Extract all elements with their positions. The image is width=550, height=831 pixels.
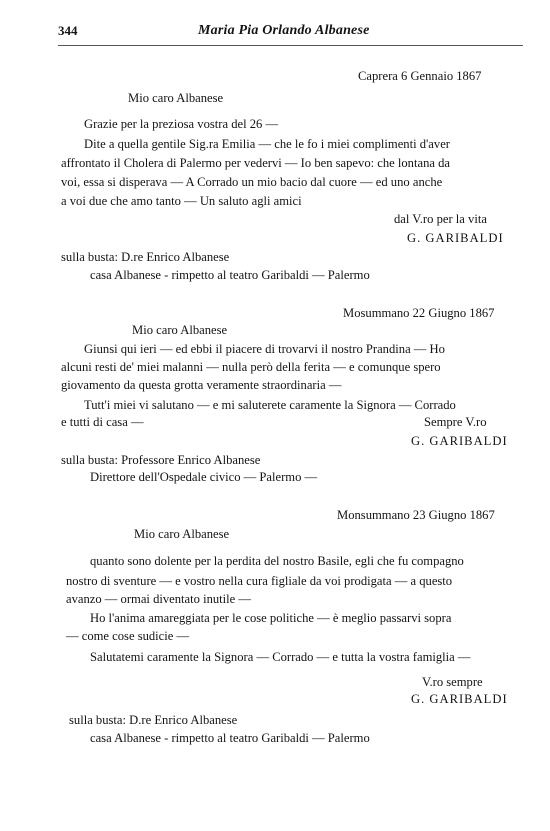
envelope-line: sulla busta: Professore Enrico Albanese [61, 453, 261, 467]
envelope-line: sulla busta: D.re Enrico Albanese [69, 713, 238, 727]
letter-body-line: nostro di sventure — e vostro nella cura figliale da voi prodigata — a questo [66, 574, 453, 588]
running-title: Maria Pia Orlando Albanese [198, 23, 370, 38]
letter-date: Monsummano 23 Giugno 1867 [337, 508, 495, 522]
letter-body-line: alcuni resti de' miei malanni — nulla però della ferita — e comunque spero [61, 360, 441, 374]
letter-body-line: Salutatemi caramente la Signora — Corrado — e tutta la vostra famiglia — [90, 650, 471, 664]
letter-body-line: giovamento da questa grotta veramente straordinaria — [61, 378, 342, 392]
letter-body-line: Ho l'anima amareggiata per le cose politiche — è meglio passarvi sopra [90, 611, 452, 625]
letter-body-line: avanzo — ormai diventato inutile — [66, 592, 252, 606]
letter-closing: V.ro sempre [422, 675, 483, 689]
envelope-line: Direttore dell'Ospedale civico — Palermo — [90, 470, 318, 484]
letter-signature: G. GARIBALDI [411, 434, 508, 448]
letter-body-line: Grazie per la preziosa vostra del 26 — [84, 117, 279, 131]
letter-salutation: Mio caro Albanese [128, 91, 224, 105]
letter-closing: dal V.ro per la vita [394, 212, 487, 226]
letter-body-line: e tutti di casa — [61, 415, 144, 429]
letter-body-line: voi, essa si disperava — A Corrado un mio bacio dal cuore — ed uno anche [61, 175, 443, 189]
envelope-line: casa Albanese - rimpetto al teatro Garibaldi — Palermo [90, 731, 370, 745]
letter-body-line: quanto sono dolente per la perdita del nostro Basile, egli che fu compagno [90, 554, 464, 568]
envelope-line: casa Albanese - rimpetto al teatro Garibaldi — Palermo [90, 268, 370, 282]
page-number: 344 [58, 23, 78, 38]
letter-date: Caprera 6 Gennaio 1867 [358, 69, 482, 83]
letter-body-line: Dite a quella gentile Sig.ra Emilia — che le fo i miei complimenti d'aver [84, 137, 450, 151]
letter-salutation: Mio caro Albanese [132, 323, 228, 337]
letter-body-line: — come cose sudicie — [66, 629, 190, 643]
letter-body-line: Tutt'i miei vi salutano — e mi saluterete caramente la Signora — Corrado [84, 398, 456, 412]
letter-closing: Sempre V.ro [424, 415, 487, 429]
letter-body-line: affrontato il Cholera di Palermo per vedervi — Io ben sapevo: che lontana da [61, 156, 450, 170]
header-rule [58, 45, 523, 46]
letter-body-line: Giunsi qui ieri — ed ebbi il piacere di trovarvi il nostro Prandina — Ho [84, 342, 445, 356]
letter-body-line: a voi due che amo tanto — Un saluto agli amici [61, 194, 302, 208]
page-header [58, 23, 520, 41]
letter-date: Mosummano 22 Giugno 1867 [343, 306, 495, 320]
letter-signature: G. GARIBALDI [407, 231, 504, 245]
letter-salutation: Mio caro Albanese [134, 527, 230, 541]
envelope-line: sulla busta: D.re Enrico Albanese [61, 250, 230, 264]
letter-signature: G. GARIBALDI [411, 692, 508, 706]
